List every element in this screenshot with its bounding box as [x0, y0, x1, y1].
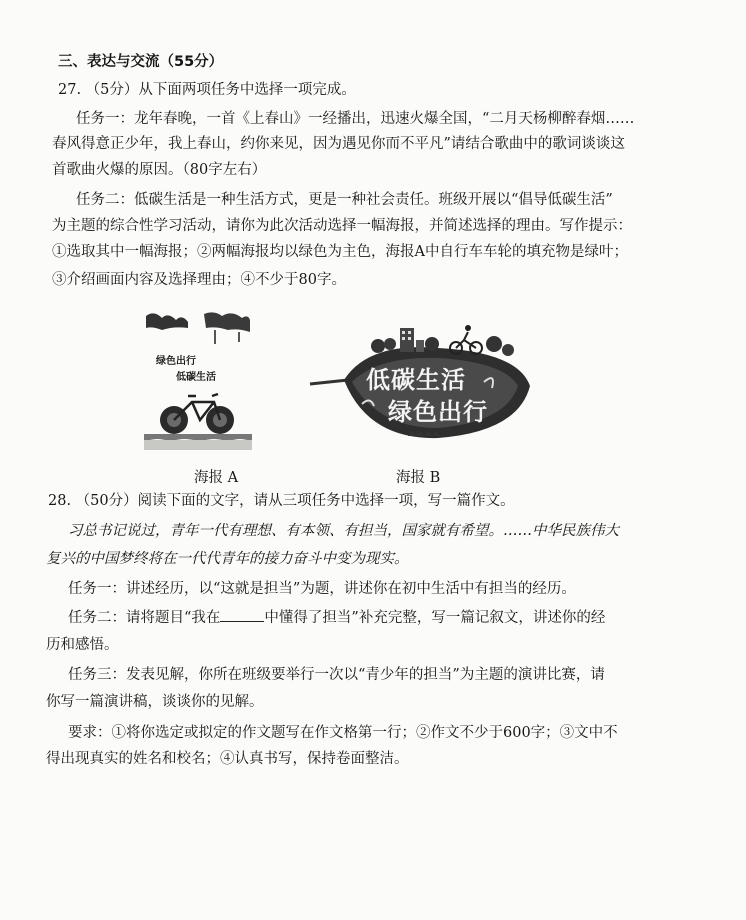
q27-task1-line1: 任务一：龙年春晚，一首《上春山》一经播出，迅速火爆全国，“二月天杨柳醉春烟…… — [76, 111, 635, 127]
q27-task2-line2: 为主题的综合性学习活动，请你为此次活动选择一幅海报，并简述选择的理由。写作提示： — [52, 218, 632, 234]
q28-requirements-line2: 得出现真实的姓名和校名；④认真书写，保持卷面整洁。 — [46, 751, 409, 767]
poster-a-caption: 海报 A — [194, 470, 239, 486]
poster-b-text-2: 绿色出行 — [388, 398, 488, 426]
poster-b-caption: 海报 B — [396, 470, 441, 486]
poster-b — [308, 322, 536, 452]
poster-a — [144, 310, 252, 450]
q28-quote-line2: 复兴的中国梦终将在一代代青年的接力奋斗中变为现实。 — [46, 551, 409, 567]
q27-task2-line3: ①选取其中一幅海报；②两幅海报均以绿色为主色，海报A中自行车车轮的填充物是绿叶； — [52, 244, 628, 260]
q28-task1: 任务一：讲述经历，以“这就是担当”为题，讲述你在初中生活中有担当的经历。 — [68, 581, 576, 597]
q28-header: 28. （50分）阅读下面的文字，请从三项任务中选择一项，写一篇作文。 — [48, 493, 515, 509]
q27-header: 27. （5分）从下面两项任务中选择一项完成。 — [58, 82, 356, 98]
poster-a-text-1: 绿色出行 — [156, 356, 196, 367]
section-title: 三、表达与交流（55分） — [58, 54, 224, 70]
poster-b-text-1: 低碳生活 — [366, 366, 466, 394]
q28-requirements-line1: 要求：①将你选定或拟定的作文题写在作文格第一行；②作文不少于600字；③文中不 — [68, 725, 618, 741]
q27-task2-line4: ③介绍画面内容及选择理由；④不少于80字。 — [52, 272, 346, 288]
q28-quote-line1: 习总书记说过，青年一代有理想、有本领、有担当，国家就有希望。……中华民族伟大 — [68, 523, 619, 539]
q27-task2-line1: 任务二：低碳生活是一种生活方式，更是一种社会责任。班级开展以“倡导低碳生活” — [76, 192, 613, 208]
q28-task2-suffix: 中懂得了担当”补充完整，写一篇记叙文，讲述你的经 — [264, 610, 606, 626]
q27-task1-line2: 春风得意正少年，我上春山，约你来见，因为遇见你而不平凡”请结合歌曲中的歌词谈谈这 — [52, 136, 625, 152]
q28-task2-prefix: 任务二：请将题目“我在 — [68, 610, 221, 626]
q27-task1-line3: 首歌曲火爆的原因。（80字左右） — [52, 162, 267, 178]
poster-a-text-2: 低碳生活 — [176, 372, 216, 383]
q28-task3-line1: 任务三：发表见解，你所在班级要举行一次以“青少年的担当”为主题的演讲比赛，请 — [68, 667, 605, 683]
q28-task2-blank — [220, 607, 264, 622]
q28-task2-line2: 历和感悟。 — [46, 637, 119, 653]
q28-task2-line1 — [68, 607, 605, 628]
q28-task3-line2: 你写一篇演讲稿，谈谈你的见解。 — [46, 694, 264, 710]
